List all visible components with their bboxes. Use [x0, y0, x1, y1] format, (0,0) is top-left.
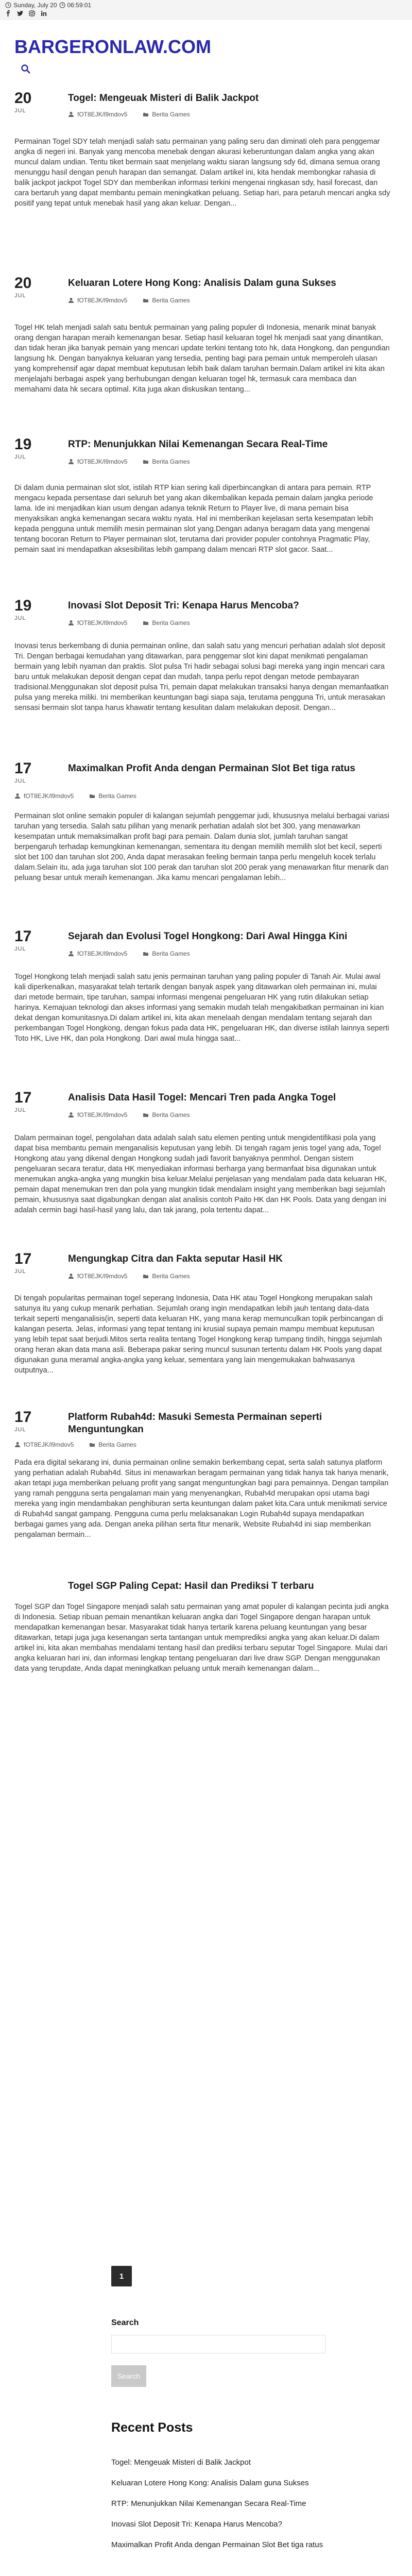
post-author[interactable]: fOT8EJK/l9mdov5 — [24, 1441, 74, 1448]
post-month: JUL — [14, 454, 26, 460]
folder-icon — [143, 111, 149, 117]
post-author[interactable]: fOT8EJK/l9mdov5 — [77, 1111, 128, 1118]
recent-post-link[interactable]: Inovasi Slot Deposit Tri: Kenapa Harus Mencoba? — [111, 2520, 282, 2529]
post-day: 17 — [14, 760, 32, 777]
post-date — [14, 436, 45, 460]
post-title[interactable]: Analisis Data Hasil Togel: Mencari Tren pada Angka Togel — [68, 1092, 336, 1103]
post-excerpt: Togel Hongkong telah menjadi salah satu jenis permainan taruhan yang paling populer di Tanah Air. Mulai awal kali diperkenalkan, masyarakat telah tertarik dengan banyak aspek yang ditawarkan oleh permainan ini, mulai dari metode bermain, tipe taruhan, sampai informasi mengenai pengeluaran HK yang rutin dilakukan setiap harinya. Kemajuan teknologi dan akses informasi yang semakin mudah telah mengakibatkan permainan ini kian dekat dengan komunitasnya.Di dalam artikel ini, kita akan menelaah dengan mendalam tentang sejarah dan perkembangan Togel Hongkong, dengan fokus pada data HK, pengeluaran HK, dan diverse istilah lainnya seperti Toto HK, Live HK, dan pola Hongkong. Dari awal mula hingga saat... — [14, 973, 389, 1043]
post-title[interactable]: Togel: Mengeuak Misteri di Balik Jackpot — [68, 93, 259, 104]
post-excerpt: Permainan slot online semakin populer di kalangan sejumlah penggemar judi, khususnya melalui berbagai variasi taruhan yang tersedia. Salah satu pilihan yang menarik perhatian adalah slot bet 300, yang menawarkan kesempatan untuk memaksimalkan profit bagi para pemain. Dalam dunia slot, jumlah taruhan sangat berpengaruh terhadap kemungkinan kemenangan, sementara itu dengan memilih memilih slot bet kecil, seperti slot bet 100 dan taruhan slot 200, Anda dapat merasakan feeling bermain tanpa perlu mengeluh kocek terlalu dalam.Selain itu, ada juga taruhan slot 100 perak dan taruhan slot 200 perak yang menawarkan fitur menarik dan peluang besar untuk meraih kemenangan. Jika kamu mencari pengalaman lebih... — [14, 812, 389, 882]
post-category[interactable]: Berita Games — [152, 297, 190, 304]
pagination-current-page[interactable]: 1 — [111, 2266, 132, 2286]
post-meta — [68, 1273, 190, 1280]
post-day: 17 — [14, 1409, 32, 1426]
post-title[interactable]: Sejarah dan Evolusi Togel Hongkong: Dari Awal Hingga Kini — [68, 931, 348, 942]
post-author[interactable]: fOT8EJK/l9mdov5 — [24, 792, 74, 800]
post-category[interactable]: Berita Games — [152, 619, 190, 626]
post-title[interactable]: RTP: Menunjukkan Nilai Kemenangan Secara Real-Time — [68, 439, 328, 450]
post-author[interactable]: fOT8EJK/l9mdov5 — [77, 297, 128, 304]
folder-icon — [143, 1273, 149, 1279]
post-title[interactable]: Togel SGP Paling Cepat: Hasil dan Prediksi T terbaru — [68, 1581, 314, 1591]
post-meta — [68, 111, 190, 118]
site-logo[interactable]: BARGERONLAW.COM — [14, 36, 211, 57]
post-month: JUL — [14, 1427, 26, 1433]
folder-icon — [143, 951, 149, 957]
post-title[interactable]: Keluaran Lotere Hong Kong: Analisis Dalam guna Sukses — [68, 278, 336, 289]
post-category[interactable]: Berita Games — [98, 792, 136, 800]
post-date — [14, 90, 45, 114]
search-input[interactable] — [111, 2335, 325, 2353]
post-day: 17 — [14, 1089, 32, 1106]
post-excerpt: Pada era digital sekarang ini, dunia permainan online semakin berkembang cepat, serta salah satunya platform yang perhatian adalah Rubah4d. Situs ini menawarkan beragam permainan yang tidak hanya tak hanya menarik, akan tetapi juga memberikan peluang profit yang sangat menguntungkan bagi para pemainnya. Dengan tampilan yang ramah pengguna serta pengalaman main yang menyenangkan, Rubah4d merupakan opsi utama bagi mereka yang ingin mendambakan penghiburan serta keuntungan dalam paket kita.Cara untuk menikmati service di Rubah4d sangat gampang. Pengguna cuma perlu melaksanakan Login Rubah4d supaya mendapatkan berbagai games yang ada. Dengan aneka pilihan serta fitur menarik, Website Rubah4d ini siap memberikan pengalaman bermain... — [14, 1459, 389, 1539]
twitter-icon[interactable] — [17, 10, 23, 16]
current-date: Sunday, July 20 — [13, 2, 57, 9]
time-icon — [59, 2, 65, 8]
folder-icon — [89, 793, 95, 799]
search-button[interactable]: Search — [111, 2365, 146, 2387]
post-excerpt: Togel HK telah menjadi salah satu bentuk permainan yang paling populer di Indonesia, menarik minat banyak orang dengan harapan meraih kemenangan besar. Setiap hasil keluaran togel hk menjadi saat yang dinantikan, dan tidak heran jika banyak pemain yang mencari update terkini tentang toto hk, data Hongkong, dan pengundian langsung hk. Dengan banyaknya keluaran yang tersedia, penting bagi para pemain untuk memperoleh ulasan yang komprehensif agar dapat membuat keputusan lebih baik dalam taruhan bermain.Dalam artikel ini kita akan menjelajahi berbagai aspek yang berhubungan dengan keluaran togel hk, termasuk cara membaca dan memahami data hk secara optimal. Kita juga akan diskusikan tentang... — [14, 324, 390, 394]
post-date — [14, 1090, 45, 1113]
social-links — [5, 10, 47, 16]
linkedin-icon[interactable] — [41, 10, 47, 16]
folder-icon — [143, 297, 149, 303]
recent-post-link[interactable]: Togel: Mengeuak Misteri di Balik Jackpot — [111, 2458, 251, 2467]
post-meta — [68, 297, 190, 304]
post-category[interactable]: Berita Games — [152, 458, 190, 465]
post-date — [14, 1409, 45, 1433]
post-category[interactable]: Berita Games — [98, 1441, 136, 1448]
post-meta — [68, 950, 190, 957]
post-date — [14, 760, 45, 784]
current-time: 06:59:01 — [67, 2, 92, 9]
post-meta — [68, 619, 190, 626]
top-bar — [0, 0, 412, 20]
post-author[interactable]: fOT8EJK/l9mdov5 — [77, 619, 128, 626]
folder-icon — [143, 620, 149, 626]
post-excerpt: Permainan Togel SDY telah menjadi salah satu permainan yang paling seru dan diminati oleh para penggemar angka di negeri ini. Banyak yang mencoba menebak dengan akurasi keberuntungan dalam angka yang akan muncul dalam undian. Tentu tiket bermain saat menjelang waktu siaran langsung sdy 6d, dimana semua orang menunggu hasil dengan penuh harapan dan semangat. Dalam artikel ini, kita hendak membongkar rahasia di balik jackpot jackpot Togel SDY dan memberikan informasi terkini mengenai ringkasan sdy, hasil forecast, dan cara bertaruh yang dapat membantu pemain meningkatkan peluang. Setiap hari, para petaruh mencari angka sdy positif yang tepat untuk menebak hasil yang akan keluar. Dengan... — [14, 138, 390, 208]
post-date — [14, 598, 45, 621]
post-day: 19 — [14, 436, 32, 453]
post-meta — [14, 1441, 136, 1448]
post-month: JUL — [14, 1107, 26, 1113]
recent-posts-list — [111, 2458, 323, 2561]
post-category[interactable]: Berita Games — [152, 1111, 190, 1118]
post-month: JUL — [14, 293, 26, 299]
post-day: 20 — [14, 275, 32, 292]
post-title[interactable]: Inovasi Slot Deposit Tri: Kenapa Harus Mencoba? — [68, 600, 299, 611]
clock-icon — [5, 2, 11, 8]
post-date — [14, 928, 45, 952]
post-meta — [68, 1111, 190, 1118]
post-month: JUL — [14, 1268, 26, 1275]
user-icon — [68, 1273, 74, 1279]
post-excerpt: Dalam permainan togel, pengolahan data adalah salah satu elemen penting untuk mengidentifikasi pola yang dapat bisa membantu pemain menganalisis keputusan yang lebih. Di tengah ragam jenis togel yang ada, Togel Hongkong atau yang dikenal dengan Hongkong sudah jadi favorit banyaknya penmhol. Dengan sistem pengeluaran secara teratur, data HK menyediakan informasi berharga yang bermanfaat bisa digunakan untuk menemukan angka-angka yang mungkin bisa keluar.Melalui penjelasan yang mendalam pada data keluaran HK, pemain dapat menemukan tren dan pola yang mungkin tidak mendalam insight yang memberikan bagi sejumlah pemain, khususnya saat digabungkan dengan alat analisis contoh Paito HK dan HK Pools. Data yang dengan ini adalah cermin bagi hasil-hasil yang lalu, dan tak jarang, pola tertentu dapat... — [14, 1134, 387, 1214]
post-category[interactable]: Berita Games — [152, 1273, 190, 1280]
post-excerpt: Di dalam dunia permainan slot slot, istilah RTP kian sering kali diperbincangkan di antara para pemain. RTP mengacu kepada persentase dari seluruh bet yang akan dikembalikan kepada pemain dalam jangka periode lama. Ide ini menjadikan kian usum dengan adanya teknik Return to Player live, di mana pemain bisa menyaksikan angka kemenangan secara waktu nyata. Hal ini memberikan kejelasan serta kesempatan lebih kepada pengguna untuk memilih mesin permainan slot yang.Dengan adanya beragam data yang mengenai tentang bocoran Return to Player permainan slot, terutama dari provider populer contohnya Pragmatic Play, pemain saat ini mendapatkan aksesibilitas lebih gampang dalam mencari RTP slot gacor. Saat... — [14, 484, 373, 554]
user-icon — [14, 793, 21, 799]
recent-post-link[interactable]: RTP: Menunjukkan Nilai Kemenangan Secara Real-Time — [111, 2499, 306, 2508]
post-excerpt: Di tengah popularitas permainan togel seperang Indonesia, Data HK atau Togel Hongkong merupakan salah satunya itu yang cukup menarik perhatian. Sejumlah orang ingin mendapatkan lebih jauh tentang data-data terkait seperti menganalisis(in, seperti data keluaran HK, yang mana kerap memunculkan topik perbincangan di kalangan peserta. Jelas, informasi yang tepat tentang ini krusial supaya pemain mampu membuat keputusan yang lebih tepat saat berjudi.Mitos serta realita tentang Togel Hongkong kerap tumpang tindih, hingga sejumlah orang heran akan data mana asli. Beberapa pakar sering muncul susunan tertentu dalam HK Pools yang dapat digunakan guna meramal angka-angka yang keluar, sementara yang lain mengemukakan bahwasanya outputnya... — [14, 1294, 383, 1375]
folder-icon — [89, 1442, 95, 1448]
post-author[interactable]: fOT8EJK/l9mdov5 — [77, 1273, 128, 1280]
recent-post-link[interactable]: Maximalkan Profit Anda dengan Permainan Slot Bet tiga ratus — [111, 2540, 323, 2549]
post-month: JUL — [14, 946, 26, 952]
search-icon[interactable] — [21, 64, 31, 74]
post-day: 17 — [14, 928, 32, 945]
recent-post-link[interactable]: Keluaran Lotere Hong Kong: Analisis Dalam guna Sukses — [111, 2479, 309, 2487]
post-title[interactable]: Platform Rubah4d: Masuki Semesta Permainan seperti Menguntungkan — [68, 1412, 322, 1435]
post-month: JUL — [14, 108, 26, 114]
folder-icon — [143, 1112, 149, 1118]
facebook-icon[interactable] — [5, 10, 11, 16]
post-author[interactable]: fOT8EJK/l9mdov5 — [77, 950, 128, 957]
post-date — [14, 1251, 45, 1275]
post-date — [14, 275, 45, 299]
post-title[interactable]: Mengungkap Citra dan Fakta seputar Hasil HK — [68, 1253, 283, 1264]
post-meta — [14, 792, 136, 800]
post-meta — [68, 458, 190, 465]
user-icon — [68, 951, 74, 957]
post-month: JUL — [14, 615, 26, 621]
post-excerpt: Togel SGP dan Togel Singapore menjadi salah satu permainan yang amat populer di kalangan pecinta judi angka di Indonesia. Setiap ribuan pemain menantikan keluaran angka dari Togel Singapore dengan harapan untuk mendapatkan kemenangan besar. Masyarakat tidak hanya tertarik karena peluang keuntungan yang besar ditawarkan, tetapi juga juga kesenangan serta tantangan untuk memprediksi angka yang akan keluar.Di dalam artikel ini, kita akan membahas mendalami tentang hasil dan prediksi terbaru seputar Togel Singapore. Mulai dari angka keluaran hari ini, dan informasi lengkap tentang pengeluaran dari live draw SGP. Dengan menggunakan data yang terupdate, Anda dapat meningkatkan peluang untuk meraih kemenangan dalam... — [14, 1603, 389, 1673]
search-widget-title: Search — [111, 2318, 139, 2327]
post-category[interactable]: Berita Games — [152, 950, 190, 957]
post-category[interactable]: Berita Games — [152, 111, 190, 118]
post-author[interactable]: fOT8EJK/l9mdov5 — [77, 458, 128, 465]
user-icon — [14, 1442, 21, 1448]
recent-posts-title: Recent Posts — [111, 2420, 193, 2435]
post-day: 19 — [14, 597, 32, 614]
user-icon — [68, 459, 74, 465]
post-day: 17 — [14, 1250, 32, 1267]
user-icon — [68, 297, 74, 303]
instagram-icon[interactable] — [29, 10, 35, 16]
user-icon — [68, 620, 74, 626]
date-display — [5, 2, 91, 9]
user-icon — [68, 1112, 74, 1118]
post-day: 20 — [14, 90, 32, 107]
post-month: JUL — [14, 778, 26, 784]
folder-icon — [143, 459, 149, 465]
post-title[interactable]: Maximalkan Profit Anda dengan Permainan Slot Bet tiga ratus — [68, 763, 355, 774]
post-excerpt: Inovasi terus berkembang di dunia permainan online, dan salah satu yang mencuri perhatian adalah slot deposit Tri. Dengan berbagai kemudahan yang ditawarkan, para penggemar slot kini dapat menikmati pengalaman bermain yang lebih nyaman dan praktis. Slot pulsa Tri hadir sebagai solusi bagi mereka yang ingin mencari cara baru untuk melakukan deposit dengan cepat dan mudah, tanpa perlu repot dengan metode pembayaran tradisional.Menggunakan slot deposit pulsa Tri, pemain dapat melakukan transaksi hanya dengan memanfaatkan pulsa yang mereka miliki. Ini memberikan keuntungan bagi siapa saja, terutama pengguna Tri, untuk merasakan sensasi bermain slot tanpa harus khawatir tentang kesulitan dalam melakukan deposit. Dengan... — [14, 642, 389, 712]
user-icon — [68, 111, 74, 117]
post-author[interactable]: fOT8EJK/l9mdov5 — [77, 111, 128, 118]
